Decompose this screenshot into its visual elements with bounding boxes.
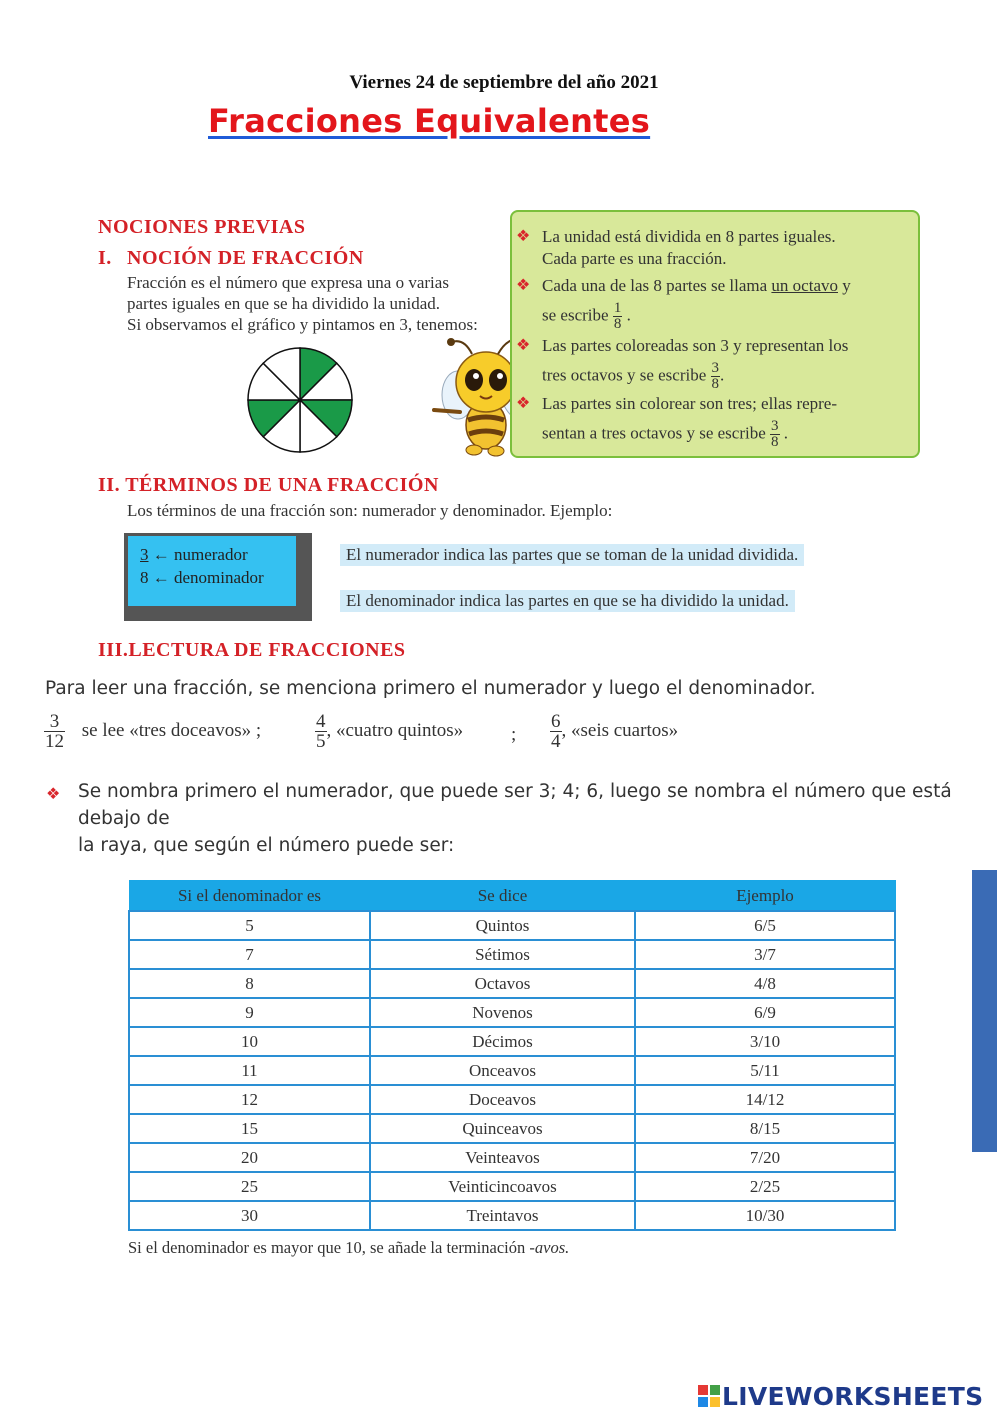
reading-examples	[44, 712, 261, 751]
denominator: 8	[711, 376, 720, 392]
info-line: Las partes coloreadas son 3 y representan los	[542, 336, 849, 355]
info-item	[516, 226, 908, 270]
table-row	[129, 1201, 895, 1230]
info-text: sentan a tres octavos y se escribe	[542, 423, 766, 443]
table-row	[129, 1172, 895, 1201]
definition-line: Si observamos el gráfico y pintamos en 3, tenemos:	[127, 315, 478, 334]
info-line: Las partes sin colorear son tres; ellas repre-	[542, 394, 838, 413]
terms-box	[128, 536, 296, 606]
example-cell: 10/30	[635, 1201, 895, 1230]
denominator: 4	[551, 731, 561, 752]
logo-text: LIVEWORKSHEETS	[722, 1382, 984, 1411]
name-cell: Veinticincoavos	[370, 1172, 635, 1201]
table-row	[129, 1027, 895, 1056]
denominator: 8	[771, 434, 779, 450]
denominator: 8	[613, 316, 622, 332]
column-header: Se dice	[370, 881, 635, 912]
info-line: La unidad está dividida en 8 partes iguales.	[542, 227, 836, 246]
table-row	[129, 969, 895, 998]
diamond-bullet-icon: ❖	[516, 395, 531, 412]
info-item	[516, 393, 908, 450]
denominator: 8	[140, 568, 149, 587]
numerator: 6	[551, 711, 561, 732]
denominator-cell: 11	[129, 1056, 370, 1085]
denominator-cell: 20	[129, 1143, 370, 1172]
name-cell: Quinceavos	[370, 1114, 635, 1143]
subsection-title-nocion: NOCIÓN DE FRACCIÓN	[127, 247, 364, 269]
example-cell: 5/11	[635, 1056, 895, 1085]
denominator-explanation: El denominador indica las partes en que se ha dividido la unidad.	[340, 590, 795, 612]
denominator-cell: 12	[129, 1085, 370, 1114]
numerator-row	[140, 545, 248, 565]
denominator-cell: 5	[129, 911, 370, 940]
example-cell: 4/8	[635, 969, 895, 998]
info-box	[510, 210, 920, 458]
logo-grid-icon	[698, 1385, 720, 1407]
name-cell: Octavos	[370, 969, 635, 998]
numerator: 4	[316, 711, 326, 732]
example-cell: 6/9	[635, 998, 895, 1027]
info-text: y	[838, 276, 851, 295]
denominator-cell: 7	[129, 940, 370, 969]
info-text: se escribe	[542, 305, 609, 325]
info-item	[516, 335, 908, 392]
section-heading-nociones: NOCIONES PREVIAS	[98, 216, 306, 238]
liveworksheets-logo	[698, 1382, 983, 1411]
underlined-term: un octavo	[771, 276, 838, 295]
column-header: Si el denominador es	[129, 881, 370, 912]
info-text: Cada una de las 8 partes se llama	[542, 276, 772, 295]
denominator-row	[140, 568, 264, 588]
name-cell: Onceavos	[370, 1056, 635, 1085]
denominator-table	[128, 880, 896, 1231]
example-reading: , «seis cuartos»	[561, 719, 679, 741]
info-item	[516, 275, 908, 332]
info-line: Cada parte es una fracción.	[542, 249, 727, 268]
example-fraction	[550, 712, 562, 751]
denominator-cell: 9	[129, 998, 370, 1027]
example-separator: ;	[511, 724, 517, 745]
numerator: 3	[771, 418, 779, 434]
date-line: Viernes 24 de septiembre del año 2021	[349, 72, 659, 93]
definition-line: Fracción es el número que expresa una o varias	[127, 273, 449, 292]
section-heading-lectura: III.LECTURA DE FRACCIONES	[98, 639, 406, 661]
period: .	[626, 305, 631, 325]
denominator-cell: 15	[129, 1114, 370, 1143]
name-cell: Doceavos	[370, 1085, 635, 1114]
definition-paragraph	[127, 272, 507, 335]
table-row	[129, 1056, 895, 1085]
denominator: 5	[316, 731, 326, 752]
side-scroll-bar	[972, 870, 997, 1152]
diamond-bullet-icon: ❖	[516, 228, 531, 245]
info-text: tres octavos y se escribe	[542, 365, 707, 385]
section-heading-terminos: II. TÉRMINOS DE UNA FRACCIÓN	[98, 474, 439, 496]
example-fraction	[315, 712, 327, 751]
table-row	[129, 911, 895, 940]
denominator-label: ← denominador	[152, 568, 264, 587]
denominator-cell: 8	[129, 969, 370, 998]
name-cell: Sétimos	[370, 940, 635, 969]
denominator-cell: 10	[129, 1027, 370, 1056]
page-title: Fracciones Equivalentes	[208, 102, 651, 140]
period: .	[720, 365, 725, 385]
note-suffix: -avos.	[529, 1238, 570, 1257]
denominator-cell: 30	[129, 1201, 370, 1230]
diamond-bullet-icon: ❖	[516, 277, 531, 294]
example-cell: 2/25	[635, 1172, 895, 1201]
numerator-explanation: El numerador indica las partes que se toman de la unidad dividida.	[340, 544, 804, 566]
diamond-bullet-icon: ❖	[46, 784, 61, 803]
example-cell: 7/20	[635, 1143, 895, 1172]
numerator-label: ← numerador	[152, 545, 248, 564]
example-cell: 6/5	[635, 911, 895, 940]
example-reading: se lee «tres doceavos» ;	[81, 719, 262, 741]
example-cell: 3/7	[635, 940, 895, 969]
example-fraction	[44, 712, 65, 751]
name-cell: Treintavos	[370, 1201, 635, 1230]
numerator: 3	[140, 545, 149, 564]
reading-examples	[550, 712, 678, 751]
table-row	[129, 1085, 895, 1114]
example-cell: 8/15	[635, 1114, 895, 1143]
denominator: 12	[45, 731, 64, 752]
numerator: 1	[613, 300, 622, 316]
name-cell: Décimos	[370, 1027, 635, 1056]
period: .	[783, 423, 788, 443]
fraction-three-eighths	[711, 361, 721, 392]
table-row	[129, 1143, 895, 1172]
diamond-bullet-icon: ❖	[516, 337, 531, 354]
reading-examples	[315, 712, 463, 751]
table-note	[128, 1238, 569, 1258]
bullet-line: la raya, que según el número puede ser:	[78, 835, 455, 856]
table-row	[129, 1114, 895, 1143]
definition-line: partes iguales en que se ha dividido la unidad.	[127, 294, 440, 313]
example-reading: , «cuatro quintos»	[326, 719, 464, 741]
terms-intro: Los términos de una fracción son: numerador y denominador. Ejemplo:	[127, 501, 613, 520]
example-cell: 14/12	[635, 1085, 895, 1114]
column-header: Ejemplo	[635, 881, 895, 912]
naming-bullet	[46, 778, 978, 859]
table-row	[129, 940, 895, 969]
table-row	[129, 998, 895, 1027]
numerator: 3	[711, 360, 720, 376]
denominator-cell: 25	[129, 1172, 370, 1201]
name-cell: Quintos	[370, 911, 635, 940]
numerator: 3	[44, 712, 65, 732]
fraction-pie-chart	[244, 344, 356, 456]
name-cell: Novenos	[370, 998, 635, 1027]
bullet-line: Se nombra primero el numerador, que puede ser 3; 4; 6, luego se nombra el número que está debajo de	[78, 781, 952, 829]
subsection-number: I.	[98, 247, 112, 269]
table-header-row	[129, 881, 895, 912]
fraction-three-eighths	[770, 419, 780, 450]
note-text: Si el denominador es mayor que 10, se añade la terminación	[128, 1238, 530, 1257]
fraction-one-eighth	[613, 301, 623, 332]
example-cell: 3/10	[635, 1027, 895, 1056]
reading-rule: Para leer una fracción, se menciona primero el numerador y luego el denominador.	[45, 678, 816, 699]
name-cell: Veinteavos	[370, 1143, 635, 1172]
